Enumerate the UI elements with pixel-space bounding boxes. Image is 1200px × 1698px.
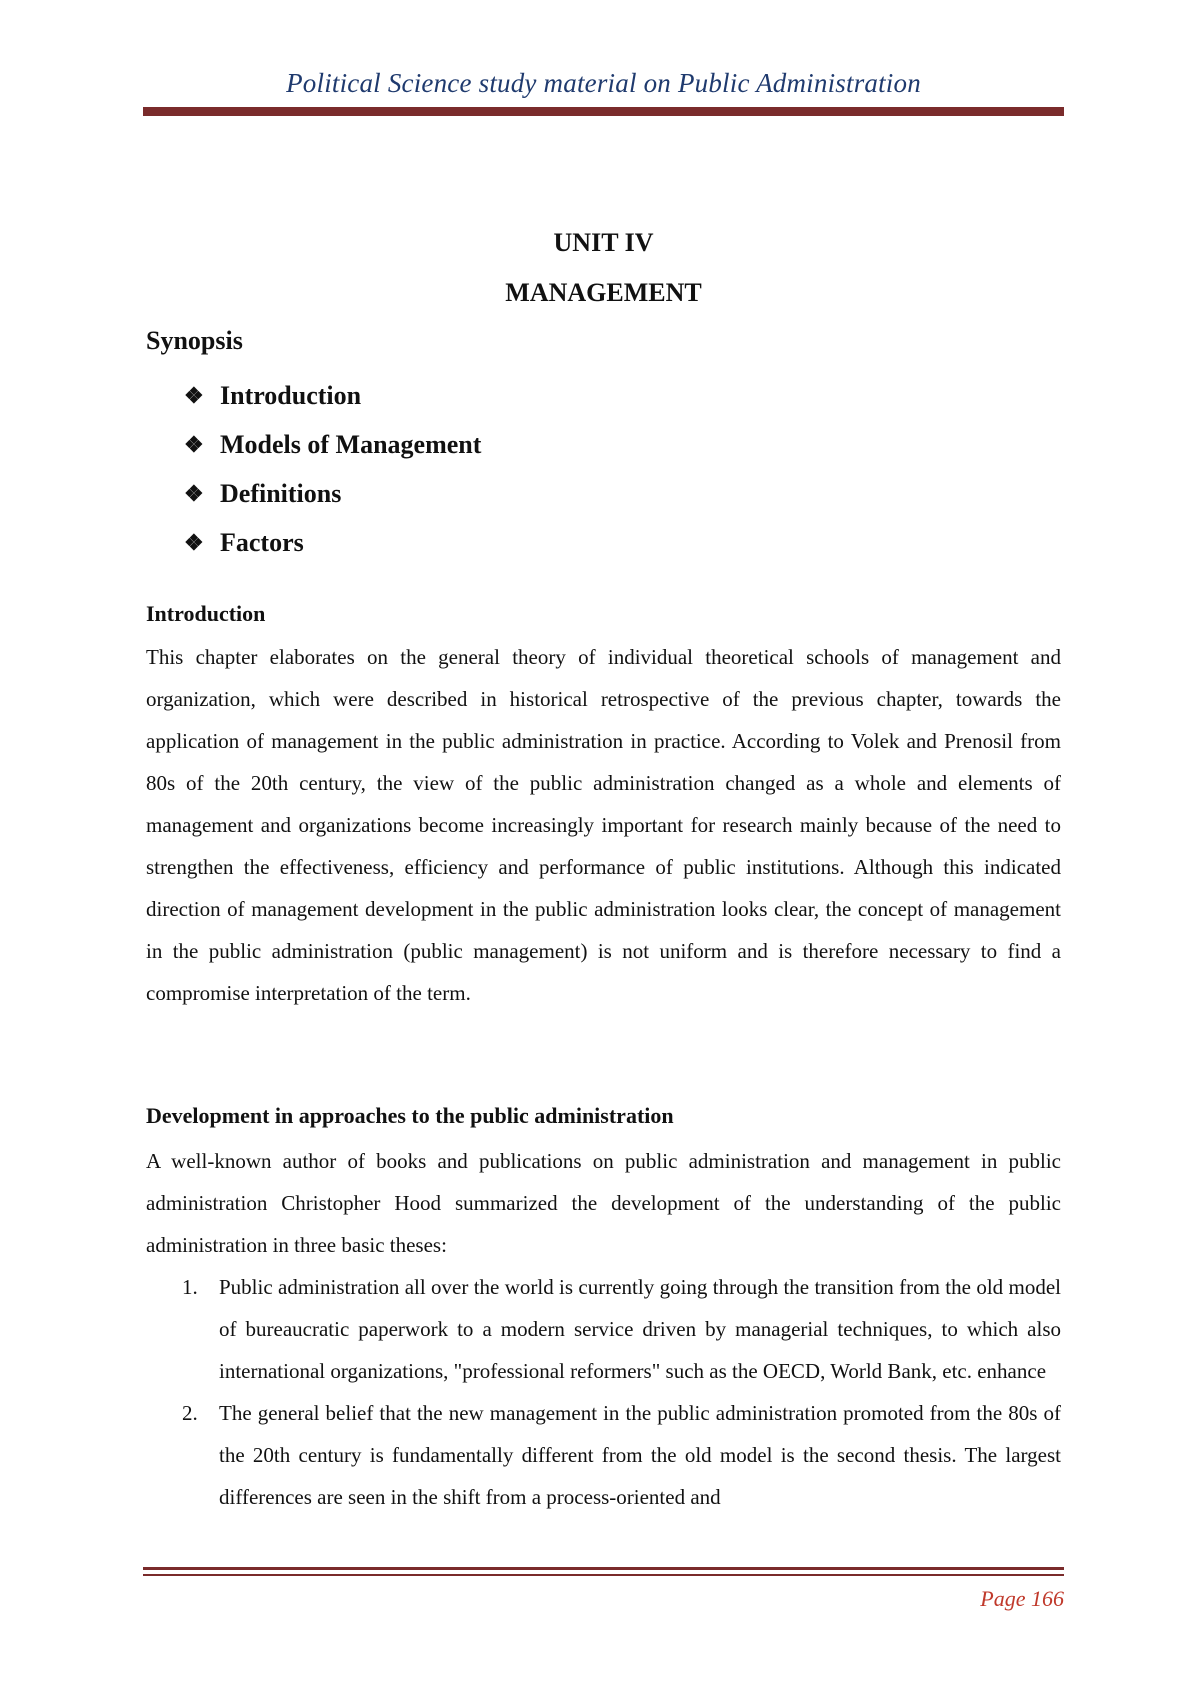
synopsis-list [184,381,481,577]
development-paragraph: A well-known author of books and publications on public administration and management in public administration Christopher Hood summarized the development of the understanding of the public administration in three basic theses: [146,1149,1061,1257]
footer-rule-bottom [143,1574,1064,1576]
synopsis-item-label: Models of Management [220,430,482,459]
synopsis-item-label: Definitions [220,479,342,508]
footer-rule-top [143,1567,1064,1570]
introduction-paragraph: This chapter elaborates on the general theory of individual theoretical schools of management and organization, which were described in historical retrospective of the previous chapter, towards the application of management in the public administration in practice. According to Volek and Prenosil from 80s of the 20th century, the view of the public administration changed as a whole and elements of management and organizations become increasingly important for research mainly because of the need to strengthen the effectiveness, efficiency and performance of public institutions. Although this indicated direction of management development in the public administration looks clear, the concept of management in the public administration (public management) is not uniform and is therefore necessary to find a compromise interpretation of the term. [146,645,1061,1005]
list-item-text: Public administration all over the world is currently going through the transition from the old model of bureaucratic paperwork to a modern service driven by managerial techniques, to which also international organizations, "professional reformers" such as the OECD, World Bank, etc. enhance [219,1275,1061,1383]
synopsis-item [184,479,481,528]
diamond-bullet-icon: ❖ [184,383,204,408]
list-item [146,1392,1061,1518]
theses-list [146,1266,1061,1518]
unit-number: UNIT IV [553,228,654,257]
synopsis-item-label: Introduction [220,381,362,410]
synopsis-item-label: Factors [220,528,304,557]
list-item-number: 1. [182,1275,198,1299]
introduction-heading: Introduction [146,601,266,626]
running-header-title: Political Science study material on Public Administration [286,68,921,98]
list-item [146,1266,1061,1392]
header-rule [143,107,1064,116]
synopsis-item [184,381,481,430]
diamond-bullet-icon: ❖ [184,481,204,506]
list-item-text: The general belief that the new management in the public administration promoted from the 80s of the 20th century is fundamentally different from the old model is the second thesis. The largest differences are seen in the shift from a process-oriented and [219,1401,1061,1509]
development-heading: Development in approaches to the public administration [146,1103,674,1128]
synopsis-item [184,430,481,479]
chapter-title: MANAGEMENT [505,278,702,307]
diamond-bullet-icon: ❖ [184,530,204,555]
synopsis-heading: Synopsis [146,326,243,355]
list-item-number: 2. [182,1401,198,1425]
page-number: Page 166 [980,1586,1064,1611]
diamond-bullet-icon: ❖ [184,432,204,457]
synopsis-item [184,528,481,577]
